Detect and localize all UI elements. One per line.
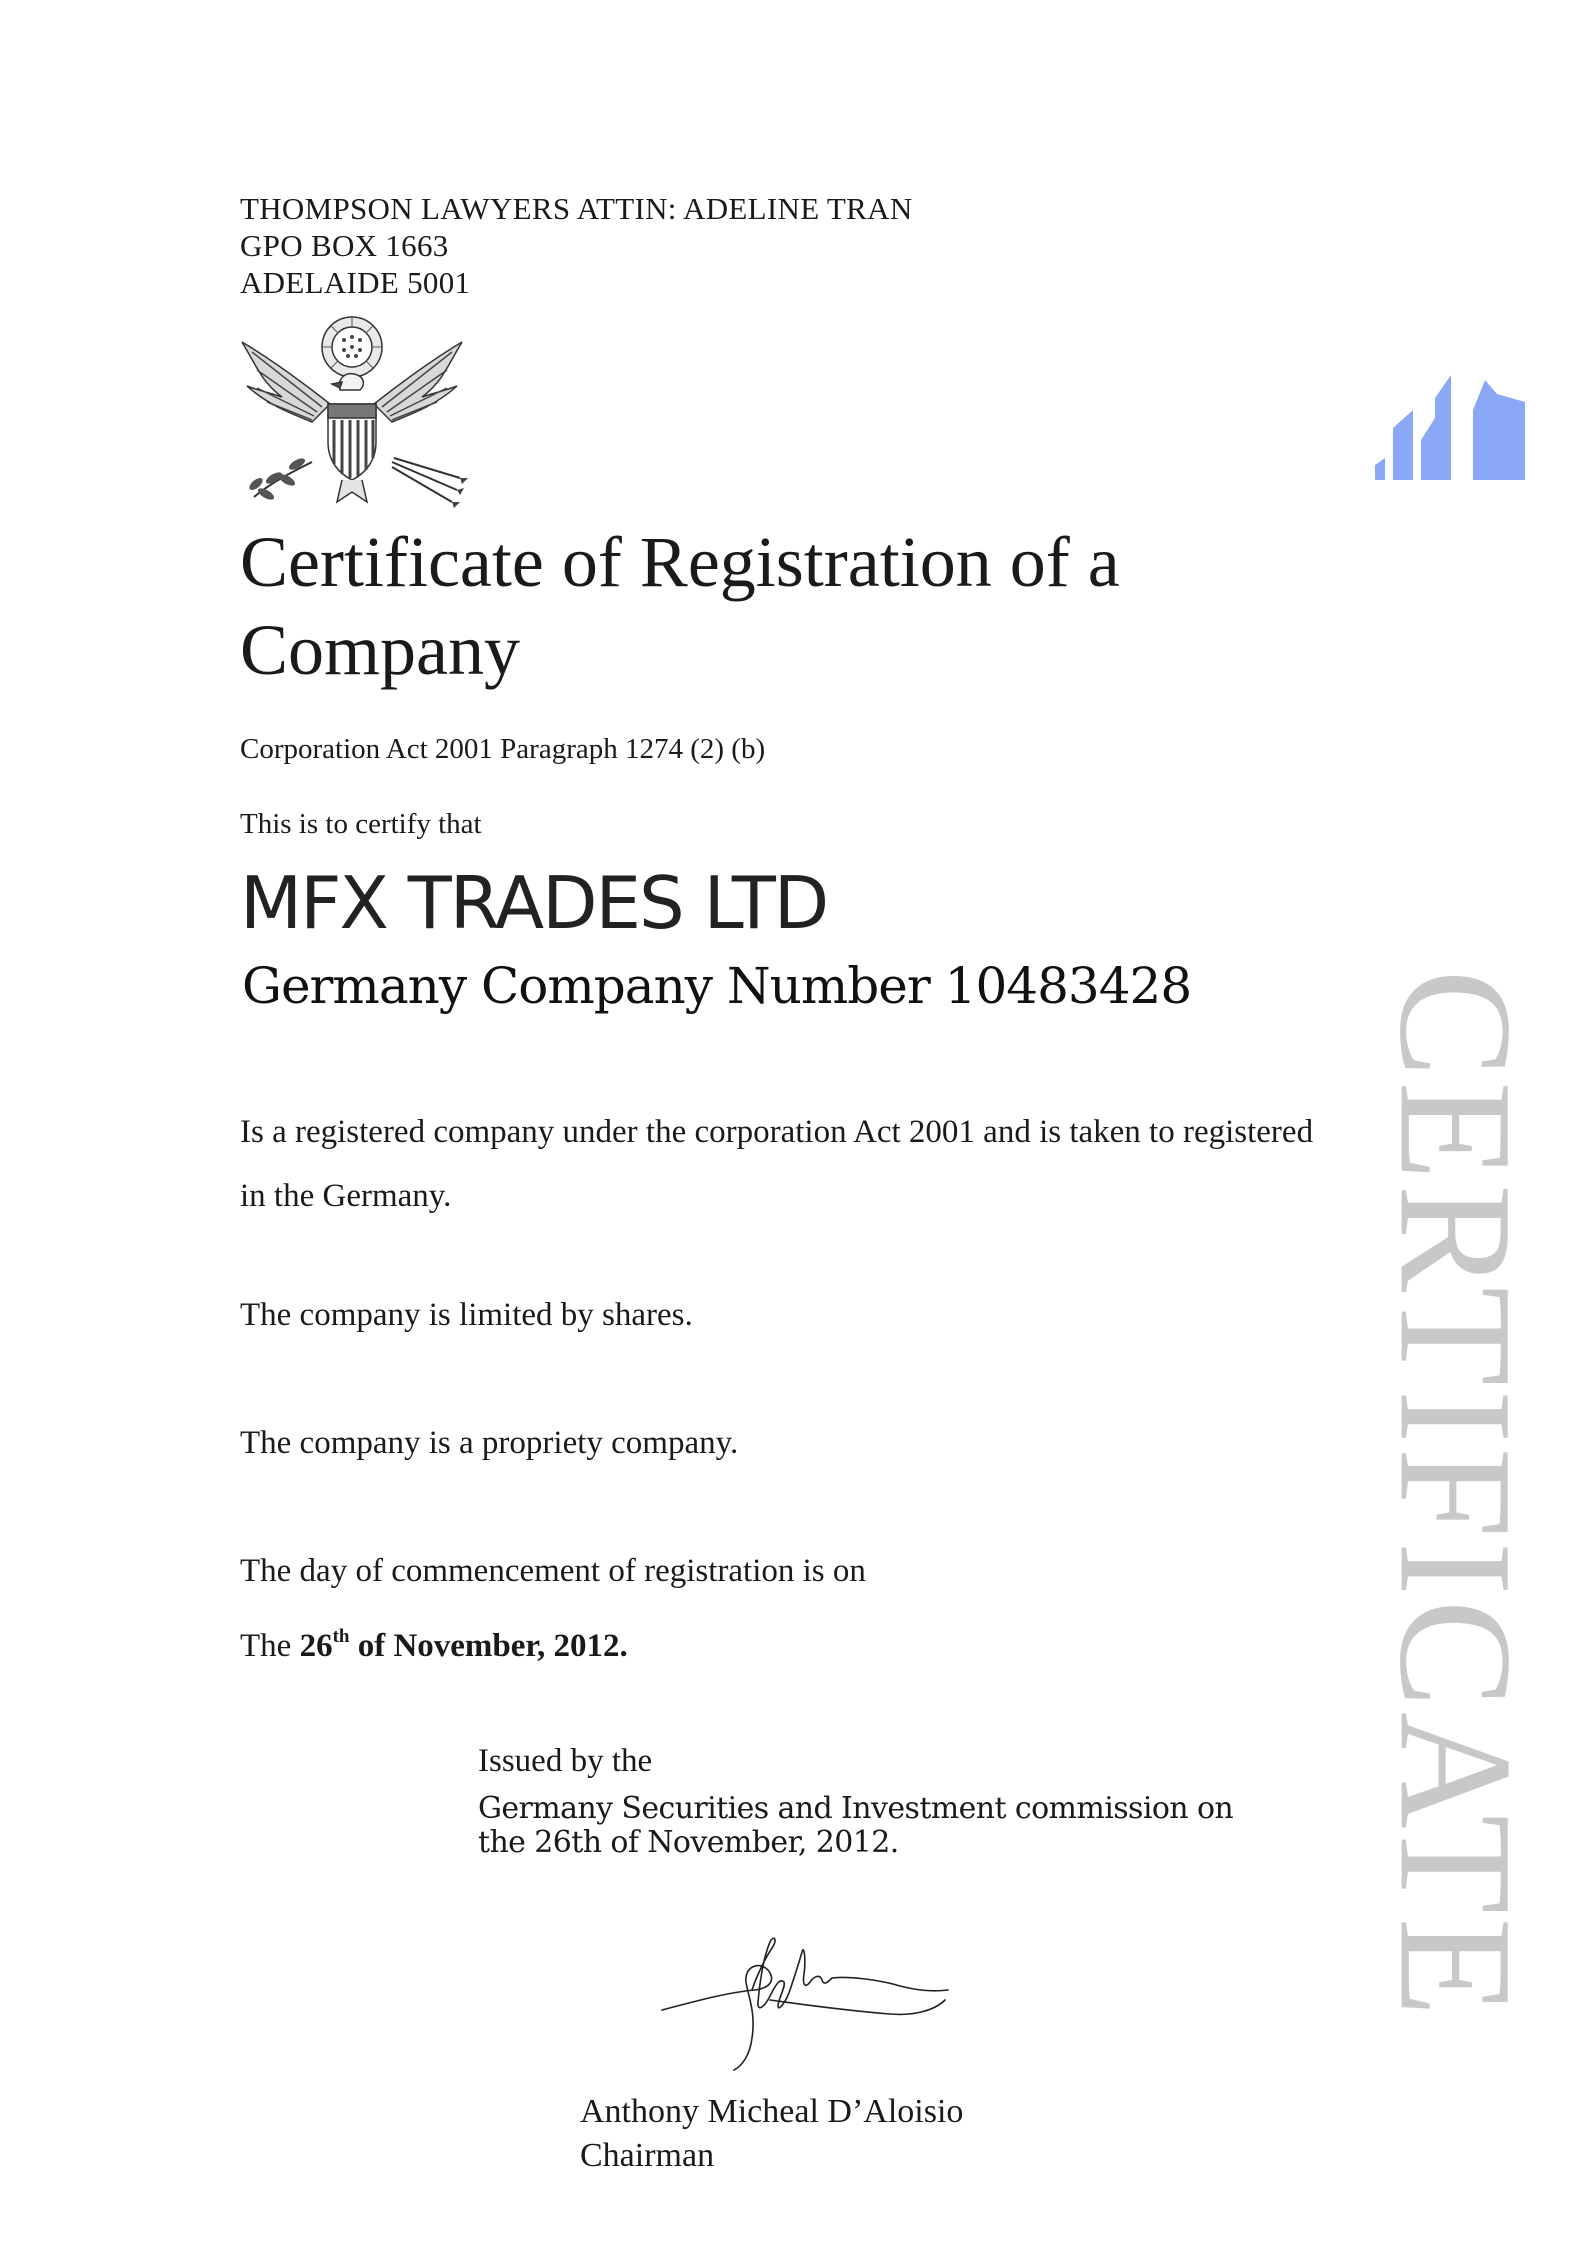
recipient-address [240,190,913,301]
registration-statement: Is a registered company under the corporation Act 2001 and is taken to registered in the Germany. [240,1114,1314,1214]
company-name: MFX TRADES LTD [240,861,828,945]
issuer-line-2: the 26th of November, 2012. [478,1825,899,1860]
signer-name: Anthony Micheal D’Aloisio [580,2093,964,2130]
signature [660,1930,950,2075]
company-number: Germany Company Number 10483428 [242,957,1192,1015]
issued-by-label: Issued by the [478,1743,653,1779]
address-line-2: GPO BOX 1663 [240,228,449,263]
propriety-statement: The company is a propriety company. [240,1425,739,1461]
certify-intro: This is to certify that [240,808,482,840]
date-day: 26 [299,1628,333,1664]
date-rest: of November, 2012. [349,1628,628,1664]
commencement-date [240,1617,628,1666]
limited-by-shares-statement: The company is limited by shares. [240,1297,693,1333]
date-prefix: The [240,1628,300,1664]
date-ordinal-suffix: th [332,1626,350,1647]
signer-title: Chairman [580,2137,715,2174]
watermark-text: CERTIFICATE [1366,969,1545,2021]
act-reference: Corporation Act 2001 Paragraph 1274 (2) (b) [240,733,766,765]
signer-block [580,2090,963,2178]
certificate-title: Certificate of Registration of a Company [240,522,1120,690]
eagle-seal-icon [232,312,472,512]
address-line-3: ADELAIDE 5001 [240,265,471,300]
issuer-line-1: Germany Securities and Investment commission on [478,1791,1234,1826]
issuer-block [478,1792,1233,1860]
address-line-1: THOMPSON LAWYERS ATTIN: ADELINE TRAN [240,191,913,226]
certificate-watermark [1366,880,1545,2110]
commencement-intro: The day of commencement of registration is on [240,1553,866,1589]
blue-buildings-logo-icon [1375,340,1525,490]
